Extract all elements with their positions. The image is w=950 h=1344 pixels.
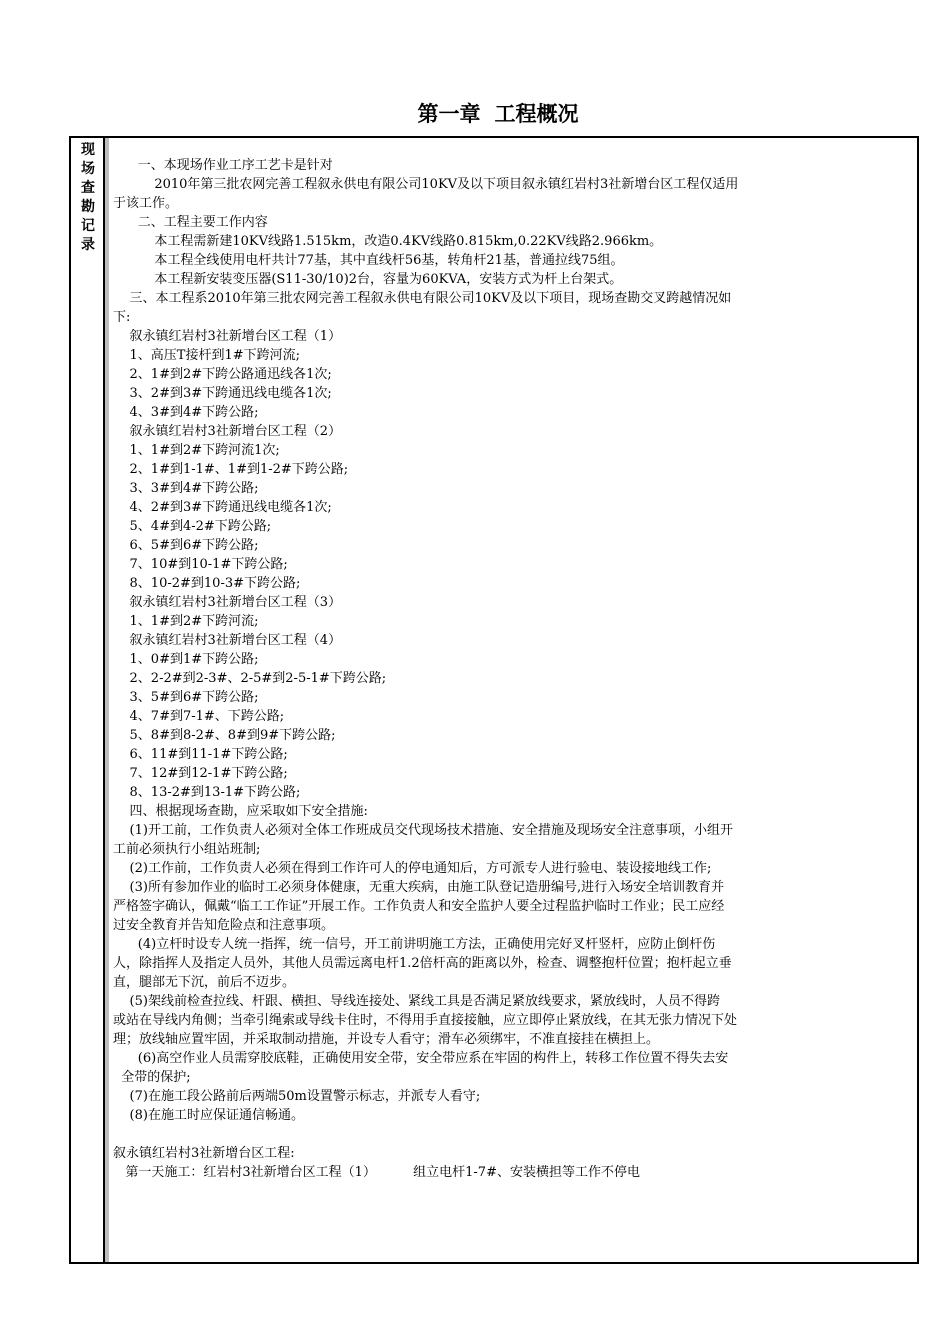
content-line: 本工程需新建10KV线路1.515km，改造0.4KV线路0.815km,0.22KV线路2.966km。 xyxy=(113,234,663,249)
side-label-cell xyxy=(71,138,105,1262)
content-line: 一、本现场作业工序工艺卡是针对 xyxy=(113,158,333,173)
content-line: 1、0#到1#下跨公路; xyxy=(113,652,259,667)
content-line: 6、11#到11-1#下跨公路; xyxy=(113,747,288,762)
content-line: 过安全教育并告知危险点和注意事项。 xyxy=(113,918,335,933)
content-line: 5、4#到4-2#下跨公路; xyxy=(113,519,272,534)
side-char: 现 xyxy=(81,142,95,158)
content-line: 2、1#到1-1#、1#到1-2#下跨公路; xyxy=(113,462,349,477)
content-line: 人，除指挥人及指定人员外，其他人员需远离电杆1.2倍杆高的距离以外，检查、调整抱杆位置；抱杆起立垂 xyxy=(113,956,732,971)
content-line: 严格签字确认，佩戴“临工工作证”开展工作。工作负责人和安全监护人要全过程监护临时工作业；民工应经 xyxy=(113,899,725,914)
content-line: 1、1#到2#下跨河流; xyxy=(113,614,259,629)
content-line: 5、8#到8-2#、8#到9#下跨公路; xyxy=(113,728,336,743)
content-line: 工前必须执行小组站班制; xyxy=(113,842,261,857)
content-line: 2010年第三批农网完善工程叙永供电有限公司10KV及以下项目叙永镇红岩村3社新增台区工程仅适用 xyxy=(113,177,739,192)
content-line: 4、3#到4#下跨公路; xyxy=(113,405,259,420)
content-line: 7、10#到10-1#下跨公路; xyxy=(113,557,288,572)
content-line: 本工程全线使用电杆共计77基，其中直线杆56基，转角杆21基，普通拉线75组。 xyxy=(113,253,624,268)
content-line: 1、1#到2#下跨河流1次; xyxy=(113,443,280,458)
content-line: 2、2-2#到2-3#、2-5#到2-5-1#下跨公路; xyxy=(113,671,387,686)
content-line xyxy=(113,1125,913,1144)
record-content xyxy=(113,156,913,1182)
content-line: 下: xyxy=(113,310,131,325)
content-line: 叙永镇红岩村3社新增台区工程: xyxy=(113,1146,295,1161)
content-line: 8、13-2#到13-1#下跨公路; xyxy=(113,785,301,800)
side-char: 查 xyxy=(81,180,95,196)
content-line: 四、根据现场查勘，应采取如下安全措施: xyxy=(113,804,368,819)
content-line: 或站在导线内角侧；当牵引绳索或导线卡住时，不得用手直接接触，应立即停止紧放线，在其无张力情况下处 xyxy=(113,1013,738,1028)
content-line: 8、10-2#到10-3#下跨公路; xyxy=(113,576,301,591)
content-line: (3)所有参加作业的临时工必须身体健康，无重大疾病，由施工队登记造册编号,进行入场安全培训教育并 xyxy=(113,880,725,895)
content-line: (1)开工前，工作负责人必须对全体工作班成员交代现场技术措施、安全措施及现场安全注意事项，小组开 xyxy=(113,823,733,838)
content-line: 三、本工程系2010年第三批农网完善工程叙永供电有限公司10KV及以下项目，现场查勘交叉跨越情况如 xyxy=(113,291,732,306)
content-line: 4、2#到3#下跨通迅线电缆各1次; xyxy=(113,500,332,515)
chapter-number: 第一章 xyxy=(417,102,481,126)
content-line: 7、12#到12-1#下跨公路; xyxy=(113,766,288,781)
content-line: (6)高空作业人员需穿胶底鞋，正确使用安全带，安全带应系在牢固的构件上，转移工作位置不得失去安 xyxy=(113,1051,729,1066)
content-line: 第一天施工：红岩村3社新增台区工程（1） 组立电杆1-7#、安装横担等工作不停电 xyxy=(113,1165,640,1180)
content-line: 直，腿部无下沉，前后不迈步。 xyxy=(113,975,296,990)
content-line: (5)架线前检查拉线、杆跟、横担、导线连接处、紧线工具是否满足紧放线要求，紧放线时，人员不得跨 xyxy=(113,994,720,1009)
content-line: 3、2#到3#下跨通迅线电缆各1次; xyxy=(113,386,332,401)
content-line: (8)在施工时应保证通信畅通。 xyxy=(113,1108,304,1123)
content-line: 叙永镇红岩村3社新增台区工程（2） xyxy=(113,424,342,439)
content-line: (2)工作前，工作负责人必须在得到工作许可人的停电通知后，方可派专人进行验电、装设接地线工作; xyxy=(113,861,712,876)
page-title xyxy=(0,98,950,128)
side-char: 场 xyxy=(81,161,95,177)
content-line: 本工程新安装变压器(S11-30/10)2台，容量为60KVA，安装方式为杆上台架式。 xyxy=(113,272,623,287)
content-line: 2、1#到2#下跨公路通迅线各1次; xyxy=(113,367,332,382)
content-line: (7)在施工段公路前后两端50m设置警示标志，并派专人看守; xyxy=(113,1089,481,1104)
content-line: 4、7#到7-1#、下跨公路; xyxy=(113,709,285,724)
shaded-divider xyxy=(105,138,109,1262)
content-line: 叙永镇红岩村3社新增台区工程（3） xyxy=(113,595,342,610)
side-char: 录 xyxy=(81,237,95,253)
side-char: 勘 xyxy=(81,199,95,215)
side-label xyxy=(79,141,97,255)
content-line: 于该工作。 xyxy=(113,196,179,211)
content-line: 叙永镇红岩村3社新增台区工程（4） xyxy=(113,633,342,648)
content-line: 叙永镇红岩村3社新增台区工程（1） xyxy=(113,329,342,344)
content-line: 3、3#到4#下跨公路; xyxy=(113,481,259,496)
content-line: 6、5#到6#下跨公路; xyxy=(113,538,259,553)
chapter-name: 工程概况 xyxy=(494,102,579,126)
side-char: 记 xyxy=(81,218,95,234)
content-line: 理；放线轴应置牢固，并采取制动措施，并设专人看守；滑车必须绑牢，不准直接挂在横担上。 xyxy=(113,1032,660,1047)
content-line: 1、高压T接杆到1#下跨河流; xyxy=(113,348,301,363)
record-table xyxy=(69,136,919,1264)
content-line: (4)立杆时设专人统一指挥，统一信号，开工前讲明施工方法，正确使用完好叉杆竖杆，应防止倒杆伤 xyxy=(113,937,716,952)
content-line: 3、5#到6#下跨公路; xyxy=(113,690,259,705)
content-line: 全带的保护; xyxy=(113,1070,191,1085)
content-line: 二、工程主要工作内容 xyxy=(113,215,268,230)
